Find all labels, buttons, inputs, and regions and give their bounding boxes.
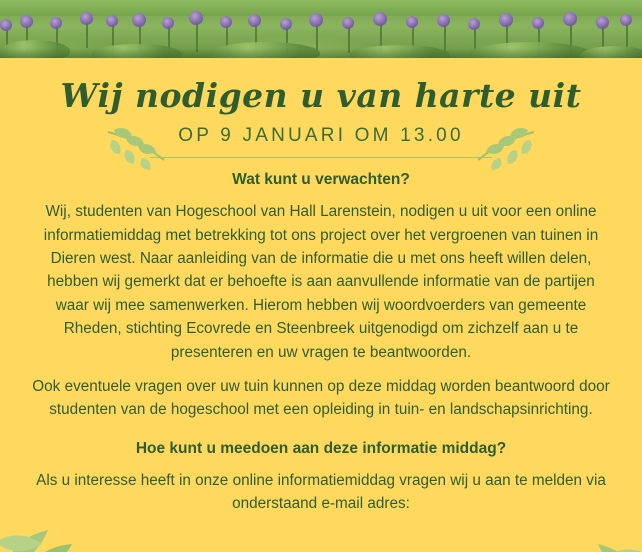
purple-flower <box>162 17 174 29</box>
purple-flower <box>620 14 632 26</box>
purple-flower <box>596 16 609 29</box>
paragraph-expectations-2: Ook eventuele vragen over uw tuin kunnen op deze middag worden beantwoord door studenten van de hogeschool met een opleiding in tuin- en landschapsinrichting. <box>32 378 610 419</box>
purple-flower <box>0 19 12 31</box>
purple-flower <box>106 15 118 27</box>
paragraph-expectations-1: Wij, studenten van Hogeschool van Hall Larenstein, nodigen u uit voor een online informatiemiddag met betrekking tot ons project over het vergroenen van tuinen in Dieren west. Naar aanleiding van de informatie die u met ons heeft willen delen, hebben wij gemerkt dat er behoefte is aan aanvullende informatie van de partijen waar wij mee samenwerken. Hierom hebben wij woordvoerders van gemeente Rheden, stichting Ecovrede en Steenbreek uitgenodigd om zichzelf aan u te presenteren en uw vragen te beantwoorden. <box>43 203 599 361</box>
page-title: Wij nodigen u van harte uit <box>60 76 582 115</box>
purple-flower <box>189 11 203 25</box>
purple-flower <box>248 14 261 27</box>
purple-flower <box>132 13 146 27</box>
purple-flower <box>220 16 232 28</box>
purple-flower <box>309 13 323 27</box>
purple-flower <box>280 18 292 30</box>
purple-flower <box>80 12 93 25</box>
section-heading-participation: Hoe kunt u meedoen aan deze informatie middag? <box>135 439 507 457</box>
purple-flower <box>342 17 354 29</box>
garden-photo-banner <box>0 0 642 58</box>
purple-flower <box>437 14 450 27</box>
photo-bottom-shadow <box>0 48 642 58</box>
section-heading-expectations: Wat kunt u verwachten? <box>232 171 410 189</box>
purple-flower <box>50 17 62 29</box>
purple-flower <box>373 12 387 26</box>
purple-flower <box>406 16 418 28</box>
purple-flower <box>20 15 33 28</box>
photo-lawn-strip <box>0 0 642 16</box>
purple-flower <box>499 13 513 27</box>
invitation-content <box>0 58 642 516</box>
purple-flower <box>563 12 577 26</box>
decorative-divider <box>150 157 492 158</box>
event-date-time: OP 9 JANUARI OM 13.00 <box>178 125 464 147</box>
purple-flower <box>532 17 544 29</box>
purple-flower <box>468 18 480 30</box>
paragraph-participation-1: Als u interesse heeft in onze online informatiemiddag vragen wij u aan te melden via onderstaand e-mail adres: <box>36 471 606 513</box>
